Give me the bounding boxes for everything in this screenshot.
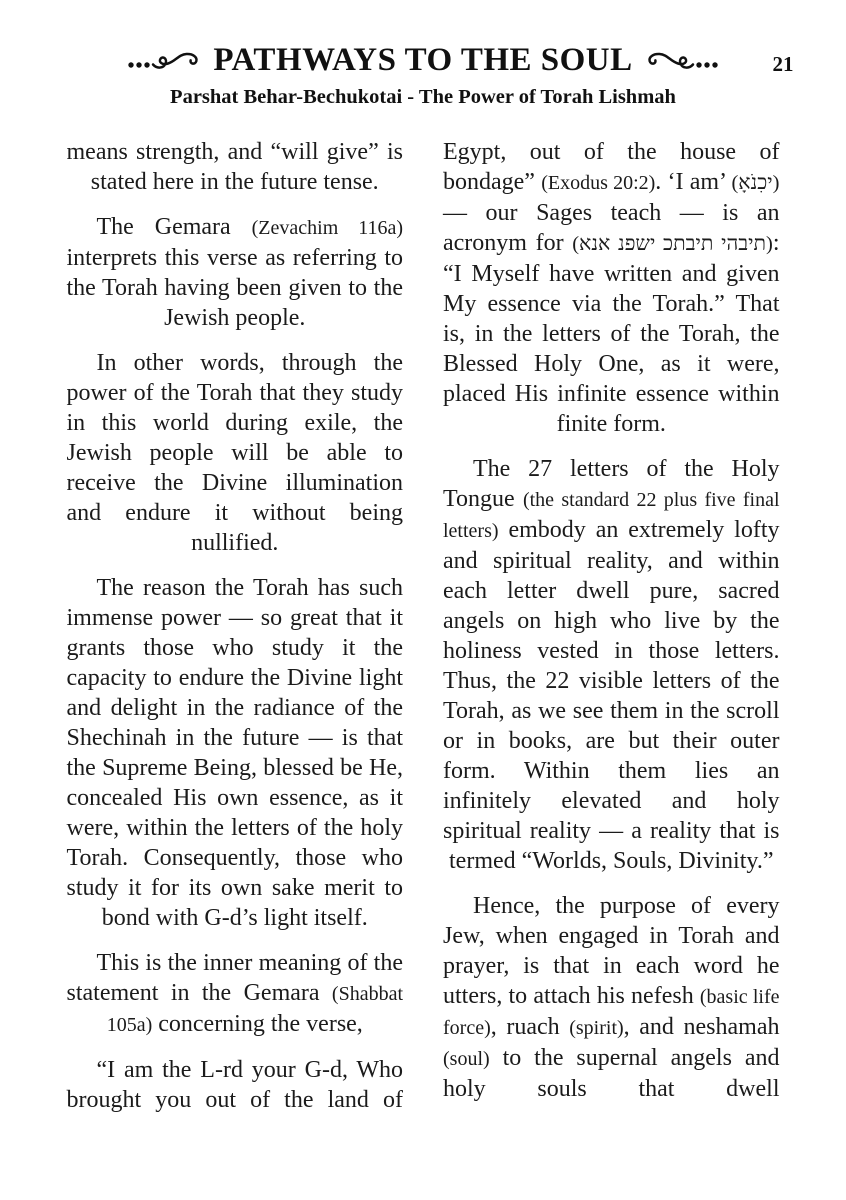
body-text: “I am the L-rd your G-d, Who brought you out of the land of (66, 1057, 403, 1113)
paragraph (443, 891, 780, 1104)
body-text: — our Sages teach — is an acronym for (443, 200, 780, 256)
paragraph (67, 212, 404, 333)
right-column (443, 137, 780, 1130)
paragraph (67, 348, 404, 558)
page-subtitle: Parshat Behar-Bechukotai - The Power of Torah Lishmah (170, 86, 676, 108)
hebrew-text: (אָנֹכִי) (731, 172, 780, 194)
citation-text: (spirit) (569, 1017, 624, 1039)
body-text: , and neshamah (623, 1014, 780, 1040)
body-text: : “I Myself have written and given My essence via the Torah.” That is, in the letters of the Torah, the Blessed Holy One, as it were, placed His infinite essence within finite form. (443, 230, 780, 437)
paragraph (443, 454, 780, 876)
body-text: means strength, and “will give” is stated here in the future tense. (66, 139, 403, 195)
body-text: concerning the verse, (152, 1011, 363, 1037)
text-columns (67, 137, 780, 1130)
citation-text: (Exodus 20:2) (541, 172, 656, 194)
page-number: 21 (772, 52, 794, 76)
flourish-left-icon (127, 48, 205, 74)
hebrew-text: (אנא נפשי כתבית יהבית) (572, 233, 773, 255)
body-text: The 27 letters of the Holy Tongue (443, 456, 780, 512)
left-column (67, 137, 404, 1130)
paragraph (67, 573, 404, 933)
body-text: interprets this verse as referring to the Torah having been given to the Jewish people. (66, 245, 403, 331)
flourish-right-icon (641, 48, 719, 74)
citation-text: (Zevachim 116a) (251, 217, 403, 239)
paragraph (67, 948, 404, 1040)
body-text: The reason the Torah has such immense power — so great that it grants those who study it the capacity to endure the Divine light and delight in the radiance of the Shechinah in the future — is that the Supreme Being, blessed be He, concealed His own essence, as it were, within the letters of the holy Torah. Consequently, those who study it for its own sake merit to bond with G-d’s light itself. (66, 575, 403, 931)
body-text: . ‘I am’ (655, 169, 732, 195)
body-text: Egypt, out of the house of bondage” (443, 139, 780, 195)
paragraph (67, 137, 404, 197)
body-text: This is the inner meaning of the statement in the Gemara (66, 950, 403, 1006)
citation-text: (Shabbat 105a) (106, 983, 403, 1036)
body-text: Hence, the purpose of every Jew, when engaged in Torah and prayer, is that in each word he utters, to attach his nefesh (443, 893, 780, 1009)
body-text: In other words, through the power of the Torah that they study in this world during exile, the Jewish people will be able to receive the Divine illumination and endure it without being nullified. (66, 350, 403, 556)
citation-text: (basic life force) (443, 986, 780, 1039)
body-text: , ruach (490, 1014, 570, 1040)
paragraph (67, 1055, 404, 1115)
citation-text: (the standard 22 plus five final letters) (443, 489, 780, 542)
body-text: to the supernal angels and holy souls that dwell (443, 1045, 780, 1102)
body-text: The Gemara (96, 214, 252, 240)
title-row (67, 42, 794, 79)
page-header (67, 0, 794, 109)
page-title: PATHWAYS TO THE SOUL (213, 42, 633, 78)
body-text: embody an extremely lofty and spiritual reality, and within each letter dwell pure, sacred angels on high who live by the holiness vested in those letters. Thus, the 22 visible letters of the Torah, as we see them in the scroll or in books, are but their outer form. Within them lies an infinitely elevated and holy spiritual reality — a reality that is termed “Worlds, Souls, Divinity.” (443, 517, 780, 874)
citation-text: (soul) (443, 1048, 490, 1070)
paragraph (443, 137, 780, 439)
